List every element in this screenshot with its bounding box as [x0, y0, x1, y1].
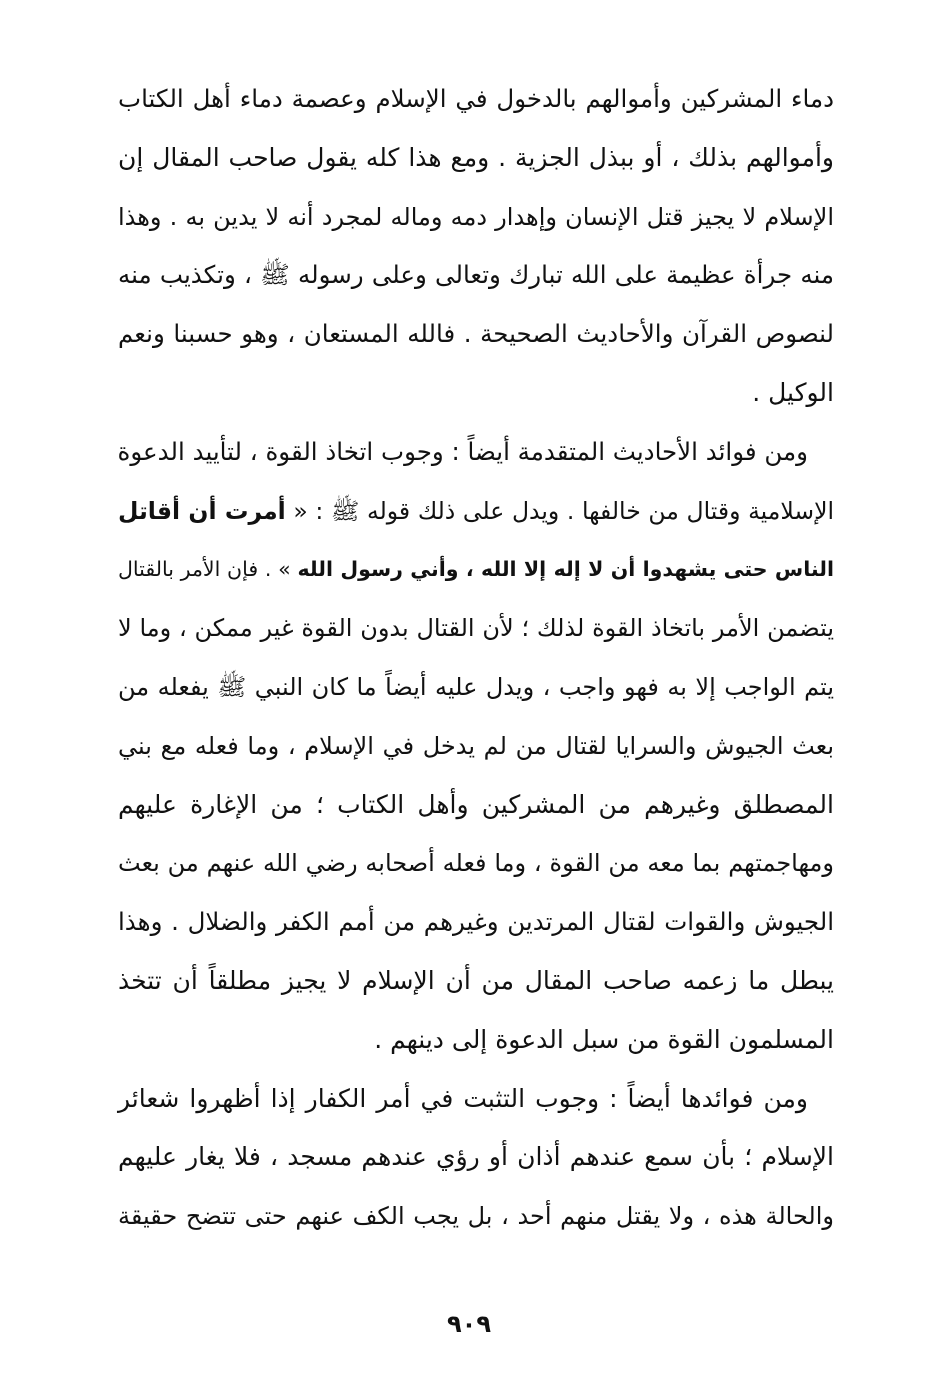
text-line: [118, 482, 834, 541]
page-body-text: [118, 70, 834, 1246]
text-line: يتضمن الأمر باتخاذ القوة لذلك ؛ لأن القتال بدون القوة غير ممكن ، وما لا: [118, 614, 834, 643]
text-line: [118, 540, 834, 599]
text-segment: الإسلامية وقتال من خالفها . ويدل على ذلك قوله ﷺ : «: [285, 496, 834, 525]
text-line: وأموالهم بذلك ، أو ببذل الجزية . ومع هذا كله يقول صاحب المقال إن: [118, 142, 834, 172]
text-line: الوكيل .: [752, 377, 834, 407]
text-line: الإسلام ؛ بأن سمع عندهم أذان أو رؤي عندهم مسجد ، فلا يغار عليهم: [118, 1142, 834, 1172]
hadith-quote-bold: أمرت أن أقاتل: [118, 496, 286, 525]
text-line: ومهاجمتهم بما معه من القوة ، وما فعله أصحابه رضي الله عنهم من بعث: [118, 849, 834, 878]
text-line: دماء المشركين وأموالهم بالدخول في الإسلام وعصمة دماء أهل الكتاب: [118, 84, 834, 113]
text-line: المسلمون القوة من سبل الدعوة إلى دينهم .: [374, 1024, 834, 1054]
text-line: يتم الواجب إلا به فهو واجب ، ويدل عليه أيضاً ما كان النبي ﷺ يفعله من: [118, 672, 834, 701]
page-number: ٩٠٩: [447, 1310, 491, 1338]
text-line: الإسلام لا يجيز قتل الإنسان وإهدار دمه وماله لمجرد أنه لا يدين به . وهذا: [118, 202, 834, 231]
text-line: ومن فوائد الأحاديث المتقدمة أيضاً : وجوب اتخاذ القوة ، لتأييد الدعوة: [117, 436, 808, 466]
hadith-quote-bold: الناس حتى يشهدوا أن لا إله إلا الله ، وأني رسول الله: [297, 557, 834, 582]
text-line: الجيوش والقوات لقتال المرتدين وغيرهم من أمم الكفر والضلال . وهذا: [118, 907, 834, 937]
text-line: لنصوص القرآن والأحاديث الصحيحة . فالله المستعان ، وهو حسبنا ونعم: [118, 319, 834, 349]
text-line: والحالة هذه ، ولا يقتل منهم أحد ، بل يجب الكف عنهم حتى تتضح حقيقة: [118, 1202, 834, 1231]
text-line: يبطل ما زعمه صاحب المقال من أن الإسلام لا يجيز مطلقاً أن تتخذ: [118, 965, 834, 995]
text-line: منه جرأة عظيمة على الله تبارك وتعالى وعلى رسوله ﷺ ، وتكذيب منه: [118, 260, 834, 290]
text-line: ومن فوائدها أيضاً : وجوب التثبت في أمر الكفار إذا أظهروا شعائر: [118, 1083, 808, 1113]
text-segment: » . فإن الأمر بالقتال: [118, 557, 298, 582]
text-line: بعث الجيوش والسرايا لقتال من لم يدخل في الإسلام ، وما فعله مع بني: [118, 731, 834, 760]
text-line: المصطلق وغيرهم من المشركين وأهل الكتاب ؛ من الإغارة عليهم: [118, 789, 834, 819]
